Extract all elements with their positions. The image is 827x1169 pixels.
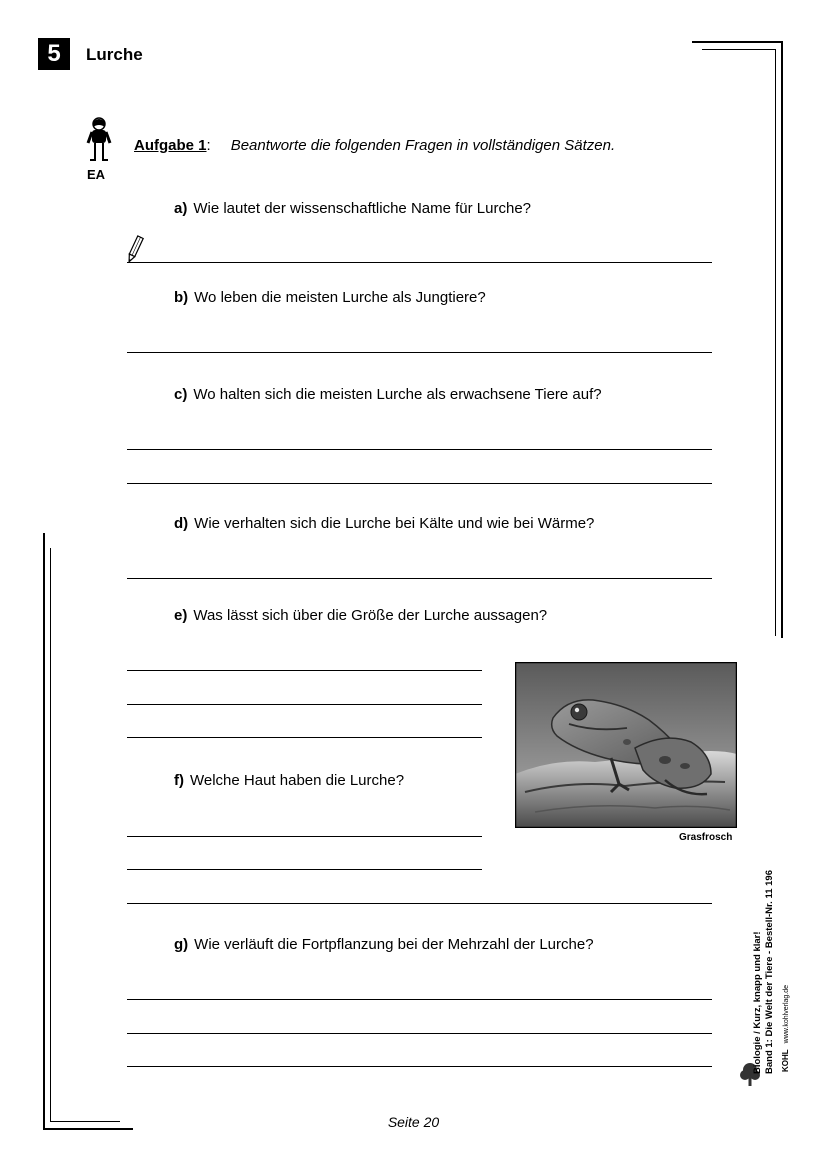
pencil-icon — [126, 234, 144, 269]
question-letter: a) — [174, 200, 188, 217]
question-d — [174, 515, 594, 532]
publisher-line-2: Band 1: Die Welt der Tiere - Bestell-Nr. 11 196 — [763, 870, 775, 1074]
answer-line-c1[interactable] — [127, 449, 712, 450]
work-mode-label: EA — [87, 167, 106, 182]
answer-line-d1[interactable] — [127, 578, 712, 579]
answer-line-f3[interactable] — [127, 903, 712, 904]
question-b — [174, 289, 486, 306]
question-f — [174, 772, 404, 789]
publisher-website — [781, 985, 790, 1072]
answer-line-g2[interactable] — [127, 1033, 712, 1034]
image-caption: Grasfrosch — [679, 832, 733, 843]
page-number: Seite 20 — [387, 1114, 440, 1130]
publisher-logo-text: KOHL — [781, 1049, 790, 1072]
answer-line-a1[interactable] — [127, 262, 712, 263]
question-text: Wie verläuft die Fortpflanzung bei der Mehrzahl der Lurche? — [194, 936, 594, 953]
question-text: Welche Haut haben die Lurche? — [190, 772, 405, 789]
question-letter: d) — [174, 515, 189, 532]
question-text: Was lässt sich über die Größe der Lurche aussagen? — [193, 607, 548, 624]
task-heading — [134, 137, 615, 154]
question-text: Wie verhalten sich die Lurche bei Kälte und wie bei Wärme? — [194, 515, 595, 532]
chapter-number: 5 — [38, 38, 70, 70]
answer-line-f1[interactable] — [127, 836, 482, 837]
task-label: Aufgabe 1 — [134, 137, 207, 154]
frog-photo — [515, 662, 737, 828]
question-letter: f) — [174, 772, 184, 789]
answer-line-c2[interactable] — [127, 483, 712, 484]
student-figure-icon — [84, 115, 114, 172]
question-c — [174, 386, 602, 403]
publisher-line-1: Biologie / Kurz, knapp und klar! — [752, 931, 763, 1074]
task-colon: : — [206, 137, 211, 154]
publisher-info — [752, 870, 775, 1074]
chapter-title: Lurche — [86, 45, 143, 64]
publisher-url: www.kohlverlag.de — [783, 984, 790, 1044]
question-letter: c) — [174, 386, 188, 403]
question-letter: g) — [174, 936, 189, 953]
question-e — [174, 607, 547, 624]
question-letter: e) — [174, 607, 188, 624]
question-text: Wo halten sich die meisten Lurche als erwachsene Tiere auf? — [193, 386, 602, 403]
answer-line-f2[interactable] — [127, 869, 482, 870]
task-instruction: Beantworte die folgenden Fragen in vollständigen Sätzen. — [230, 137, 616, 154]
question-text: Wie lautet der wissenschaftliche Name für Lurche? — [193, 200, 531, 217]
answer-line-g3[interactable] — [127, 1066, 712, 1067]
question-a — [174, 200, 531, 217]
question-letter: b) — [174, 289, 189, 306]
question-text: Wo leben die meisten Lurche als Jungtiere? — [194, 289, 486, 306]
answer-line-e1[interactable] — [127, 670, 482, 671]
answer-line-g1[interactable] — [127, 999, 712, 1000]
answer-line-b1[interactable] — [127, 352, 712, 353]
question-g — [174, 936, 594, 953]
answer-line-e3[interactable] — [127, 737, 482, 738]
answer-line-e2[interactable] — [127, 704, 482, 705]
